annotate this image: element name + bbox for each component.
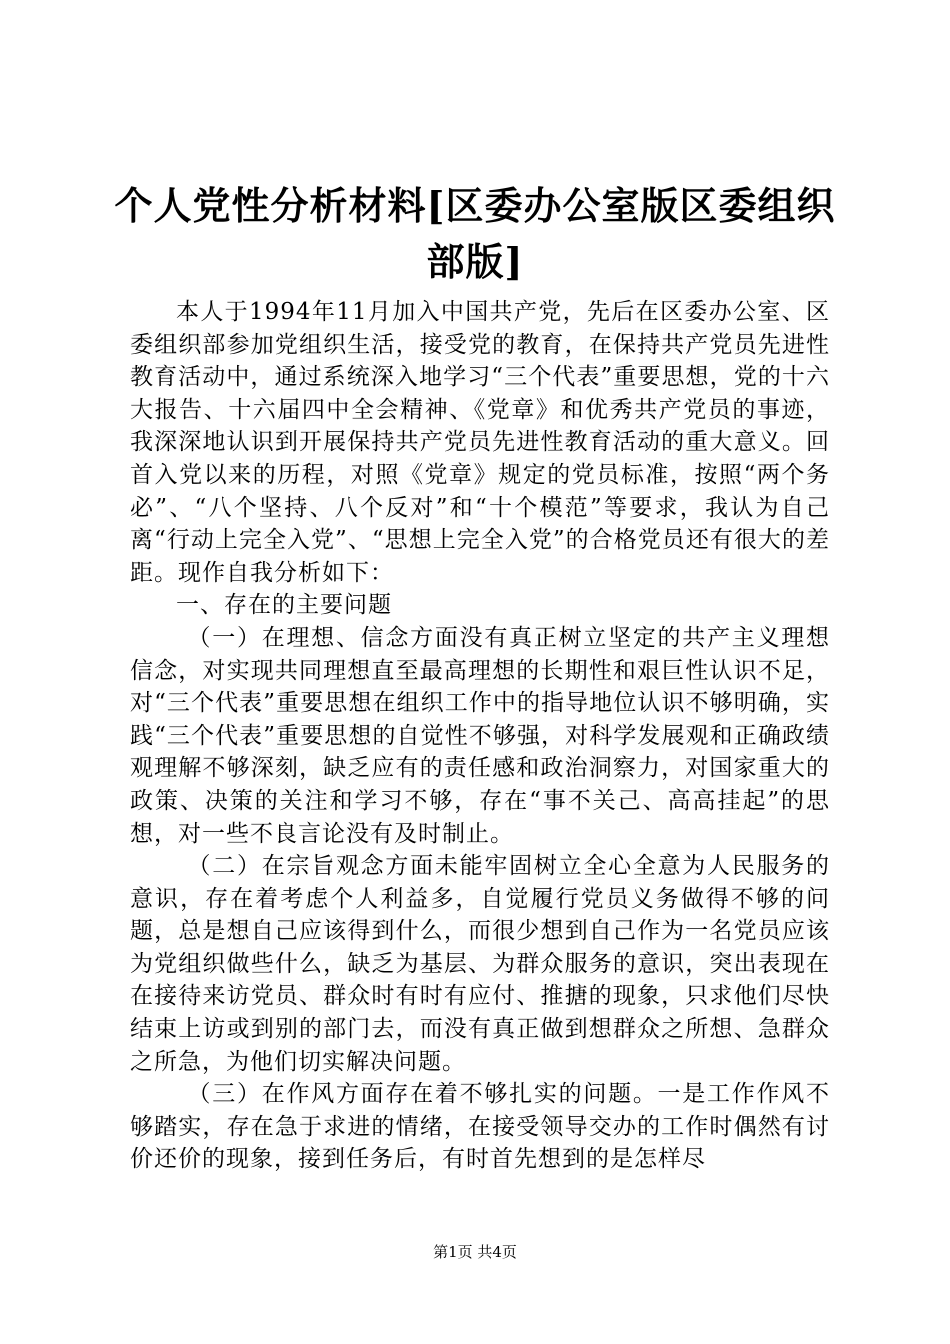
- document-body: [130, 296, 830, 1176]
- page-footer: 第1页 共4页: [433, 1243, 517, 1261]
- paragraph-style: （三）在作风方面存在着不够扎实的问题。一是工作作风不够踏实，存在急于求进的情绪，在接受领导交办的工作时偶然有讨价还价的现象，接到任务后，有时首先想到的是怎样尽: [130, 1081, 830, 1173]
- document-title: 个人党性分析材料[区委办公室版区委组织部版]: [114, 183, 836, 284]
- paragraph-intro: 本人于1994年11月加入中国共产党，先后在区委办公室、区委组织部参加党组织生活，接受党的教育，在保持共产党员先进性教育活动中，通过系统深入地学习“三个代表”重要思想，党的十六大报告、十六届四中全会精神、《党章》和优秀共产党员的事迹，我深深地认识到开展保持共产党员先进性教育活动的重大意义。回首入党以来的历程，对照《党章》规定的党员标准，按照“两个务必”、“八个坚持、八个反对”和“十个模范”等要求，我认为自己离“行动上完全入党”、“思想上完全入党”的合格党员还有很大的差距。现作自我分析如下：: [130, 299, 830, 586]
- paragraph-purpose: （二）在宗旨观念方面未能牢固树立全心全意为人民服务的意识，存在着考虑个人利益多，自觉履行党员义务做得不够的问题，总是想自己应该得到什么，而很少想到自己作为一名党员应该为党组织做些什么，缺乏为基层、为群众服务的意识，突出表现在在接待来访党员、群众时有时有应付、推搪的现象，只求他们尽快结束上访或到别的部门去，而没有真正做到想群众之所想、急群众之所急，为他们切实解决问题。: [130, 853, 830, 1075]
- section-heading-problems: 一、存在的主要问题: [176, 592, 392, 619]
- paragraph-ideals: （一）在理想、信念方面没有真正树立坚定的共产主义理想信念，对实现共同理想直至最高理想的长期性和艰巨性认识不足，对“三个代表”重要思想在组织工作中的指导地位认识不够明确，实践“三个代表”重要思想的自觉性不够强，对科学发展观和正确政绩观理解不够深刻，缺乏应有的责任感和政治洞察力，对国家重大的政策、决策的关注和学习不够，存在“事不关己、高高挂起”的思想，对一些不良言论没有及时制止。: [130, 624, 830, 847]
